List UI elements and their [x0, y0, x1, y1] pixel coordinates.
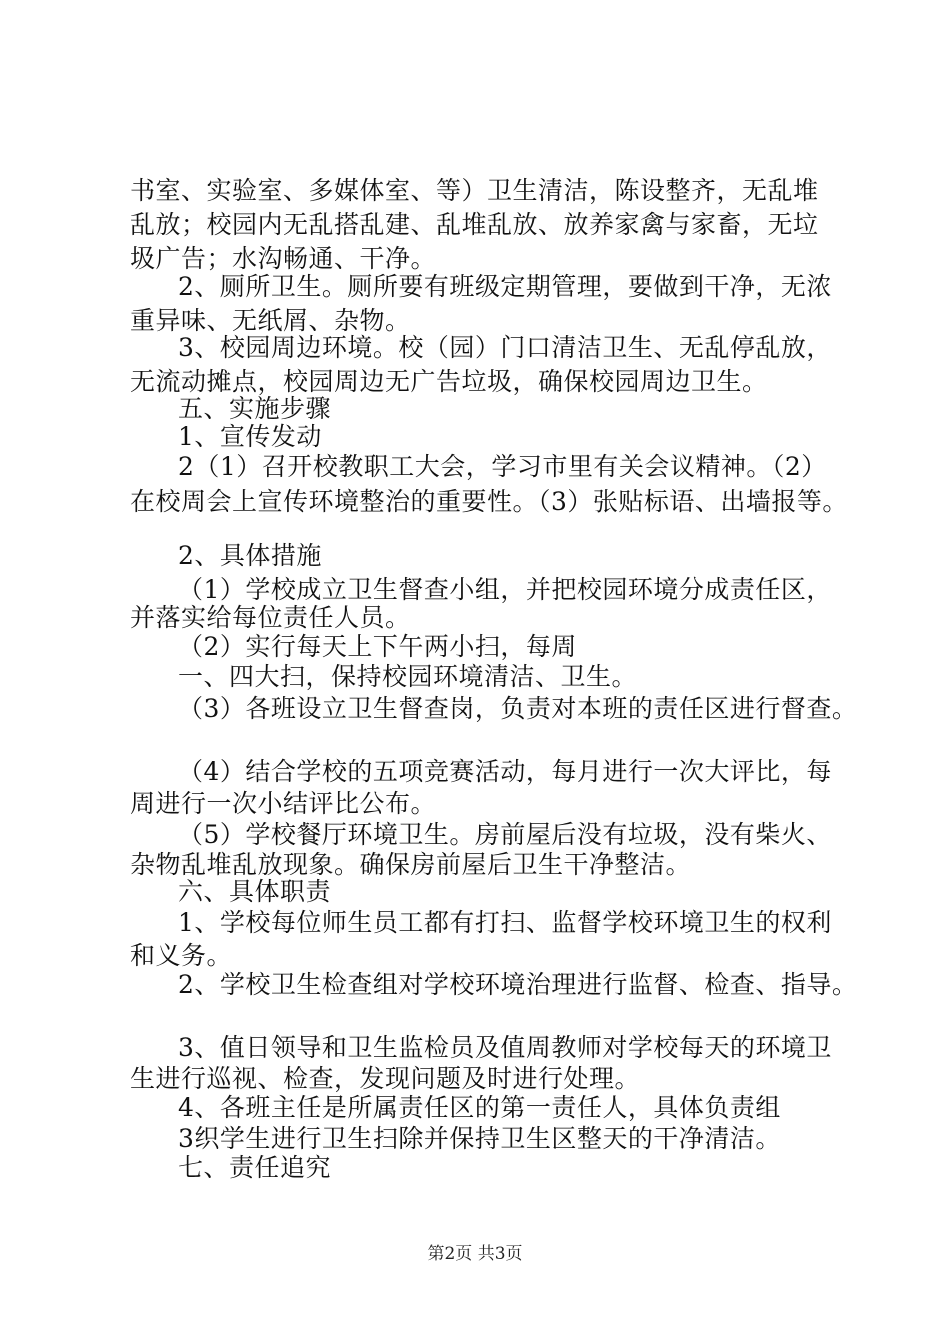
- text-line: 2（1）召开校教职工大会，学习市里有关会议精神。（2）: [178, 452, 827, 481]
- page-number-footer: 第2页 共3页: [427, 1244, 523, 1264]
- text-line: （2）实行每天上下午两小扫，每周: [178, 632, 577, 661]
- text-line: 3织学生进行卫生扫除并保持卫生区整天的干净清洁。: [178, 1124, 781, 1153]
- text-line: （3）各班设立卫生督查岗，负责对本班的责任区进行督查。: [178, 694, 858, 723]
- subsection-heading: 1、宣传发动: [178, 422, 322, 451]
- text-line: 在校周会上宣传环境整治的重要性。（3）张贴标语、出墙报等。: [130, 487, 848, 516]
- text-line: 并落实给每位责任人员。: [130, 603, 411, 632]
- text-line: 和义务。: [130, 941, 233, 970]
- text-line: 3、校园周边环境。校（园）门口清洁卫生、无乱停乱放，: [178, 333, 832, 362]
- section-heading: 五、实施步骤: [178, 394, 332, 423]
- text-line: 周进行一次小结评比公布。: [130, 789, 437, 818]
- text-line: 2、厕所卫生。厕所要有班级定期管理，要做到干净，无浓: [178, 272, 832, 301]
- text-line: 生进行巡视、检查，发现问题及时进行处理。: [130, 1064, 641, 1093]
- text-line: 4、各班主任是所属责任区的第一责任人，具体负责组: [178, 1093, 781, 1122]
- section-heading: 七、责任追究: [178, 1153, 332, 1182]
- text-line: 2、学校卫生检查组对学校环境治理进行监督、检查、指导。: [178, 970, 858, 999]
- subsection-heading: 2、具体措施: [178, 541, 322, 570]
- text-line: 一、四大扫，保持校园环境清洁、卫生。: [178, 662, 638, 691]
- text-line: 杂物乱堆乱放现象。确保房前屋后卫生干净整洁。: [130, 850, 692, 879]
- text-line: （1）学校成立卫生督查小组，并把校园环境分成责任区，: [178, 575, 832, 604]
- text-line: 3、值日领导和卫生监检员及值周教师对学校每天的环境卫: [178, 1033, 832, 1062]
- section-heading: 六、具体职责: [178, 877, 332, 906]
- text-line: 圾广告；水沟畅通、干净。: [130, 244, 437, 273]
- text-line: 书室、实验室、多媒体室、等）卫生清洁，陈设整齐，无乱堆: [130, 176, 819, 205]
- text-line: （5）学校餐厅环境卫生。房前屋后没有垃圾，没有柴火、: [178, 820, 832, 849]
- text-line: 乱放；校园内无乱搭乱建、乱堆乱放、放养家禽与家畜，无垃: [130, 210, 819, 239]
- text-line: 重异味、无纸屑、杂物。: [130, 306, 411, 335]
- text-line: （4）结合学校的五项竞赛活动，每月进行一次大评比，每: [178, 757, 832, 786]
- text-line: 1、学校每位师生员工都有打扫、监督学校环境卫生的权利: [178, 908, 832, 937]
- text-line: 无流动摊点，校园周边无广告垃圾，确保校园周边卫生。: [130, 367, 768, 396]
